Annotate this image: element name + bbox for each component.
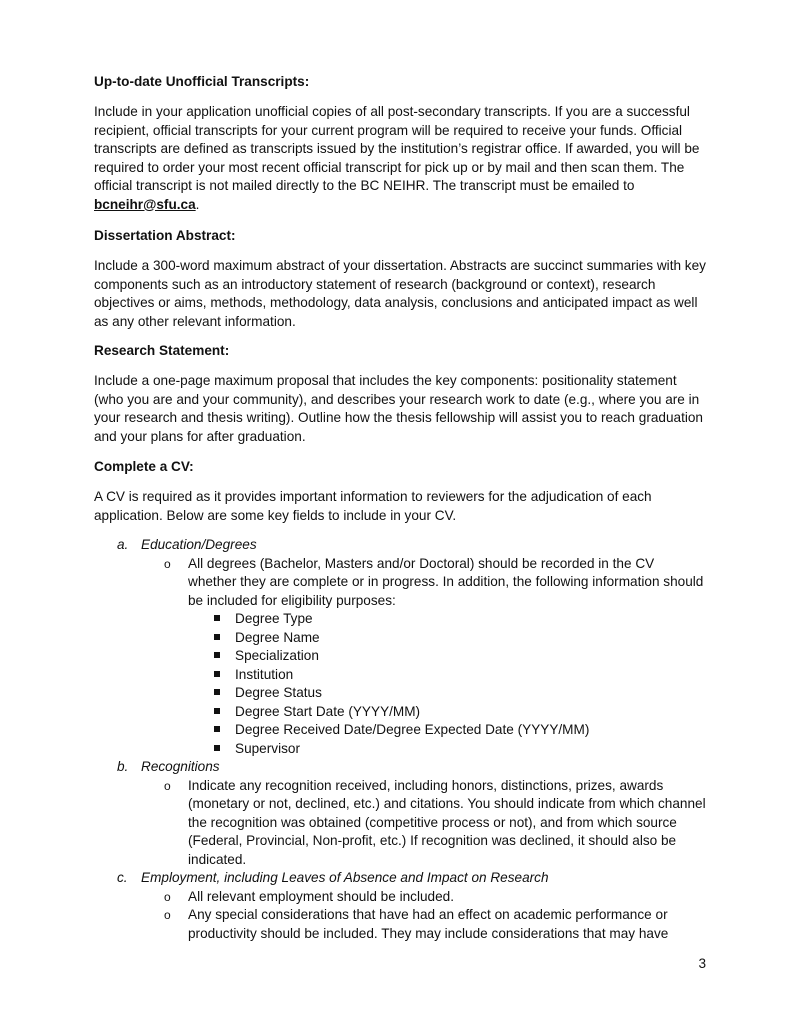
section-body-transcripts (94, 103, 706, 214)
square-bullet-icon (214, 689, 220, 695)
list-item-institution (94, 666, 706, 685)
circle-bullet-icon: o (164, 889, 171, 904)
list-subitem-special-considerations (94, 906, 706, 943)
cv-fields-list (94, 536, 706, 943)
degree-field-text: Degree Received Date/Degree Expected Date (YYYY/MM) (235, 722, 590, 737)
degree-field-text: Degree Start Date (YYYY/MM) (235, 703, 421, 719)
circle-bullet-icon: o (164, 556, 171, 571)
list-item-degree-status (94, 684, 706, 703)
section-body-abstract: Include a 300-word maximum abstract of your dissertation. Abstracts are succinct summaries with key components such as an introductory statement of research (background or context), research objectives or aims, methods, methodology, data analysis, conclusions and anticipated impact as well as any other relevant information. (94, 258, 706, 329)
square-bullet-icon (214, 652, 220, 658)
degree-field-text: Supervisor (235, 740, 300, 756)
section-heading-transcripts: Up-to-date Unofficial Transcripts: (94, 74, 310, 89)
list-subitem-text: All degrees (Bachelor, Masters and/or Doctoral) should be recorded in the CV whether they are complete or in progress. In addition, the following information should be included for eligibility purposes: (188, 555, 704, 608)
square-bullet-icon (214, 745, 220, 751)
list-item-recognitions (94, 758, 706, 777)
list-subitem-text: All relevant employment should be included. (188, 888, 454, 904)
email-link[interactable]: bcneihr@sfu.ca (94, 196, 196, 212)
list-item-label: Employment, including Leaves of Absence and Impact on Research (141, 870, 549, 885)
page-number: 3 (698, 956, 706, 971)
list-item-degree-start-date (94, 703, 706, 722)
section-body-cv: A CV is required as it provides important information to reviewers for the adjudication of each application. Below are some key fields to include in your CV. (94, 489, 652, 523)
list-subitem-employment (94, 888, 706, 907)
list-item-degree-type (94, 610, 706, 629)
degree-field-text: Degree Status (235, 685, 322, 700)
list-item-degree-name (94, 629, 706, 648)
list-item-supervisor (94, 740, 706, 759)
square-bullet-icon (214, 708, 220, 714)
list-subitem-degrees (94, 555, 706, 611)
list-subitem-recognitions (94, 777, 706, 870)
list-marker: b. (117, 759, 129, 774)
list-item-employment (94, 869, 706, 888)
list-subitem-text: Any special considerations that have had an effect on academic performance or productivity should be included. They may include considerations that may have (188, 907, 669, 941)
section-heading-abstract: Dissertation Abstract: (94, 228, 236, 243)
circle-bullet-icon: o (164, 908, 171, 922)
section-heading-research-statement: Research Statement: (94, 343, 230, 358)
degree-field-text: Institution (235, 666, 294, 682)
list-item-label: Recognitions (141, 759, 220, 774)
list-marker: c. (117, 870, 128, 885)
list-marker: a. (117, 537, 129, 552)
degree-field-text: Specialization (235, 648, 319, 663)
square-bullet-icon (214, 615, 220, 621)
square-bullet-icon (214, 671, 220, 677)
square-bullet-icon (214, 634, 220, 640)
transcripts-period: . (195, 196, 200, 212)
list-item-specialization (94, 647, 706, 666)
section-body-research-statement: Include a one-page maximum proposal that includes the key components: positionality statement (who you are and your community), and describes your research work to date (e.g., where you are in your research and thesis writing). Outline how the thesis fellowship will assist you to reach graduation and your plans for after graduation. (94, 373, 703, 444)
list-item-degree-received-date (94, 721, 706, 740)
degree-field-text: Degree Name (235, 629, 320, 645)
circle-bullet-icon: o (164, 778, 171, 793)
list-item-label: Education/Degrees (141, 537, 257, 552)
list-subitem-text: Indicate any recognition received, including honors, distinctions, prizes, awards (monetary or not, declined, etc.) and citations. You should indicate from which channel the recognition was obtained (competitive process or not), and from which source (Federal, Provincial, Non-profit, etc.) If recognition was declined, it should also be indicated. (188, 777, 706, 867)
section-heading-cv: Complete a CV: (94, 459, 194, 474)
transcripts-text: Include in your application unofficial copies of all post-secondary transcripts. If you are a successful recipient, official transcripts for your current program will be required to receive your funds. Official transcripts are defined as transcripts issued by the institution’s registrar office. If awarded, you will be required to order your most recent official transcript for pick up or by mail and then scan them. The official transcript is not mailed directly to the BC NEIHR. The transcript must be emailed to (94, 104, 700, 193)
square-bullet-icon (214, 726, 220, 732)
list-item-education (94, 536, 706, 555)
degree-field-text: Degree Type (235, 611, 313, 626)
